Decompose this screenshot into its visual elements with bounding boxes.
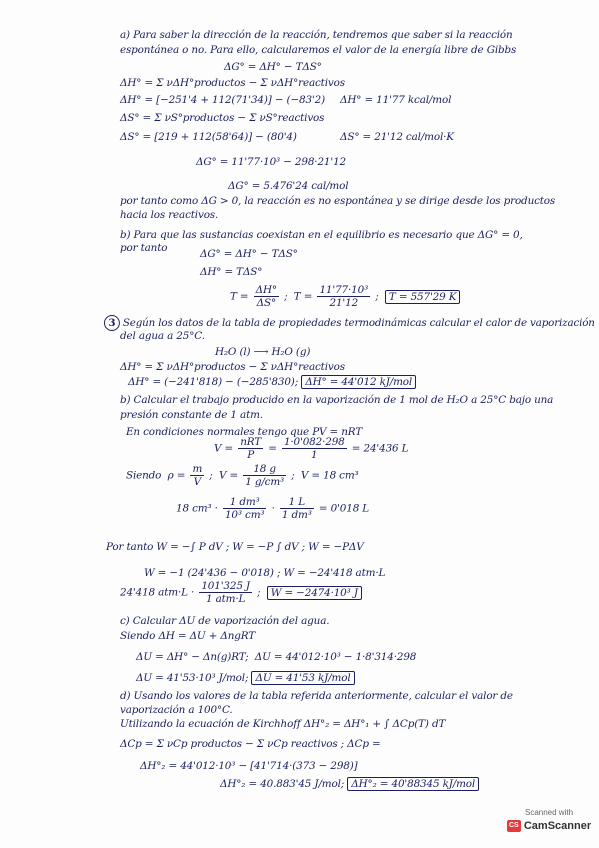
text-line: c) Calcular ΔU de vaporización del agua. (120, 615, 330, 627)
equation: ΔG° = ΔH° − TΔS° (224, 61, 322, 73)
equation: Siendo ρ = $\frac{m}{V}$ ; V = $\frac{18 g}{\text{1 g/cm³}}$ ; V = 18 cm³ (126, 463, 359, 488)
equation: ΔU = ΔH° − Δn(g)RT; ΔU = 44'012·10³ − 1·8'314·298 (136, 651, 417, 663)
equation: ΔH°₂ = 40.883'45 J/mol; ΔH°₂ = 40'88345 kJ/mol (220, 778, 479, 790)
text-line: vaporización a 100°C. (120, 704, 233, 716)
result: ΔG° = 5.476'24 cal/mol (228, 180, 349, 192)
numerator: 1 L (280, 496, 314, 509)
camscanner-watermark (505, 808, 593, 838)
equation: Utilizando la ecuación de Kirchhoff ΔH°₂ = ΔH°₁ + ∫ ΔCp(T) dT (120, 718, 446, 730)
result: = 0'018 L (318, 502, 370, 515)
equation: ΔG° = ΔH° − TΔS° (200, 248, 298, 260)
equation: ΔH° = Σ νΔH°productos − Σ νΔH°reactivos (120, 77, 345, 89)
camscanner-logo-icon: CS (507, 820, 521, 832)
text-line: por tanto como ΔG > 0, la reacción es no espontánea y se dirige desde los productos (120, 195, 556, 207)
fraction (223, 496, 266, 521)
fraction (254, 284, 279, 309)
equation: ΔS° = Σ νS°productos − Σ νS°reactivos (120, 112, 325, 124)
denominator: ΔS° (256, 297, 276, 309)
text-line: b) Para que las sustancias coexistan en el equilibrio es necesario que ΔG° = 0, (120, 229, 523, 241)
fraction (190, 463, 204, 488)
denominator: 10³ cm³ (224, 509, 265, 521)
denominator: P (247, 449, 255, 461)
dot: · (271, 502, 275, 515)
equation-label: V = (214, 442, 234, 455)
equation: ΔH° = (−241'818) − (−285'830); ΔH° = 44'012 kJ/mol (128, 376, 416, 388)
equation-label: 18 cm³ · (176, 502, 218, 515)
equation-label: 24'418 atm·L · (120, 586, 195, 599)
equation (214, 436, 408, 461)
equation: T = $\frac{\Delta H^\circ}{\Delta S^\circ}$ ; T = $\frac{\text{11'77·10³}}{21'12}$ ; T = 557'29 K (230, 284, 460, 309)
text-line: del agua a 25°C. (120, 330, 205, 342)
equation-body: ΔH° = (−241'818) − (−285'830) (128, 376, 295, 388)
result: = 24'436 L (351, 442, 409, 455)
equation-label: T = (230, 290, 249, 303)
text-line: hacia los reactivos. (120, 209, 219, 221)
boxed-result: ΔU = 41'53 kJ/mol (251, 671, 354, 685)
reaction: H₂O (l) ⟶ H₂O (g) (215, 346, 311, 358)
text-line: d) Usando los valores de la tabla referida anteriormente, calcular el valor de (120, 690, 513, 702)
numerator: m (192, 463, 203, 475)
equation: ΔCp = Σ νCp productos − Σ νCp reactivos ; ΔCp = (120, 738, 381, 750)
result: ΔH° = 11'77 kcal/mol (340, 94, 452, 106)
equation-body: ΔH°₂ = 40.883'45 J/mol (220, 778, 341, 790)
equation (176, 496, 369, 521)
text-line: por tanto (120, 242, 168, 254)
equals-sign: = (268, 442, 277, 455)
equation-label: T = (293, 290, 313, 303)
equation-label: ρ = (167, 469, 186, 482)
fraction (238, 436, 263, 461)
boxed-result: ΔH° = 44'012 kJ/mol (301, 375, 416, 389)
equation: ΔH° = Σ νΔH°productos − Σ νΔH°reactivos (120, 361, 345, 373)
equation: ΔG° = 11'77·10³ − 298·21'12 (196, 156, 346, 168)
equation-label: Siendo (126, 469, 162, 482)
numerator: 18 g (243, 463, 286, 476)
fraction (282, 436, 347, 461)
equation: ΔU = 41'53·10³ J/mol; ΔU = 41'53 kJ/mol (136, 672, 355, 684)
numerator: 1 dm³ (223, 496, 266, 509)
fraction (317, 284, 370, 309)
numerator: 1·0'082·298 (283, 436, 345, 448)
question-text: Según los datos de la tabla de propiedades termodinámicas calcular el calor de vaporización (122, 317, 595, 329)
numerator: nRT (240, 436, 262, 448)
equation-body: ΔU = 44'012·10³ − 1·8'314·298 (254, 651, 417, 663)
equation: ΔS° = [219 + 112(58'64)] − (80'4) (120, 131, 297, 143)
numerator: 11'77·10³ (319, 284, 369, 296)
equation: 24'418 atm·L · $\frac{101'325 J}{\text{1 atm·L}}$ ; W = −2474·10³ J (120, 580, 362, 605)
result: ΔS° = 21'12 cal/mol·K (340, 131, 454, 143)
equation: ΔH° = [−251'4 + 112(71'34)] − (−83'2) (120, 94, 326, 106)
denominator: 21'12 (329, 297, 359, 309)
equation: ΔH°₂ = 44'012·10³ − [41'714·(373 − 298)] (140, 760, 358, 772)
fraction (243, 463, 286, 488)
equation: W = −1 (24'436 − 0'018) ; W = −24'418 atm·L (144, 567, 386, 579)
boxed-result: W = −2474·10³ J (267, 586, 362, 600)
question-number: 3 (104, 315, 120, 331)
equation-body: ΔU = 41'53·10³ J/mol (136, 672, 245, 684)
text-line: a) Para saber la dirección de la reacción, tendremos que saber si la reacción (120, 29, 513, 41)
equation-body: ΔU = ΔH° − Δn(g)RT (136, 651, 246, 663)
fraction (280, 496, 314, 521)
text-line: En condiciones normales tengo que PV = nRT (126, 426, 363, 438)
denominator: 1 dm³ (281, 509, 312, 521)
denominator: 1 (311, 449, 318, 461)
result: V = 18 cm³ (300, 469, 359, 482)
equation-label: V = (218, 469, 239, 482)
text-line: presión constante de 1 atm. (120, 409, 263, 421)
equation: ΔH° = TΔS° (200, 266, 263, 278)
denominator: 1 g/cm³ (245, 476, 285, 488)
numerator: 101'325 J (201, 580, 250, 592)
watermark-brand: CamScanner (523, 820, 592, 832)
equation: Por tanto W = −∫ P dV ; W = −P ∫ dV ; W = −PΔV (106, 541, 364, 553)
fraction (199, 580, 252, 605)
denominator: V (193, 476, 201, 488)
equation: Siendo ΔH = ΔU + ΔngRT (120, 630, 256, 642)
text-line: espontánea o no. Para ello, calcularemos el valor de la energía libre de Gibbs (120, 44, 517, 56)
boxed-result: ΔH°₂ = 40'88345 kJ/mol (347, 777, 479, 791)
text-line: b) Calcular el trabajo producido en la vaporización de 1 mol de H₂O a 25°C bajo una (120, 394, 554, 406)
numerator: ΔH° (255, 284, 277, 296)
denominator: 1 atm·L (205, 593, 246, 605)
watermark-caption: Scanned with (524, 808, 574, 817)
question-heading (104, 315, 595, 331)
boxed-result: T = 557'29 K (385, 290, 460, 304)
